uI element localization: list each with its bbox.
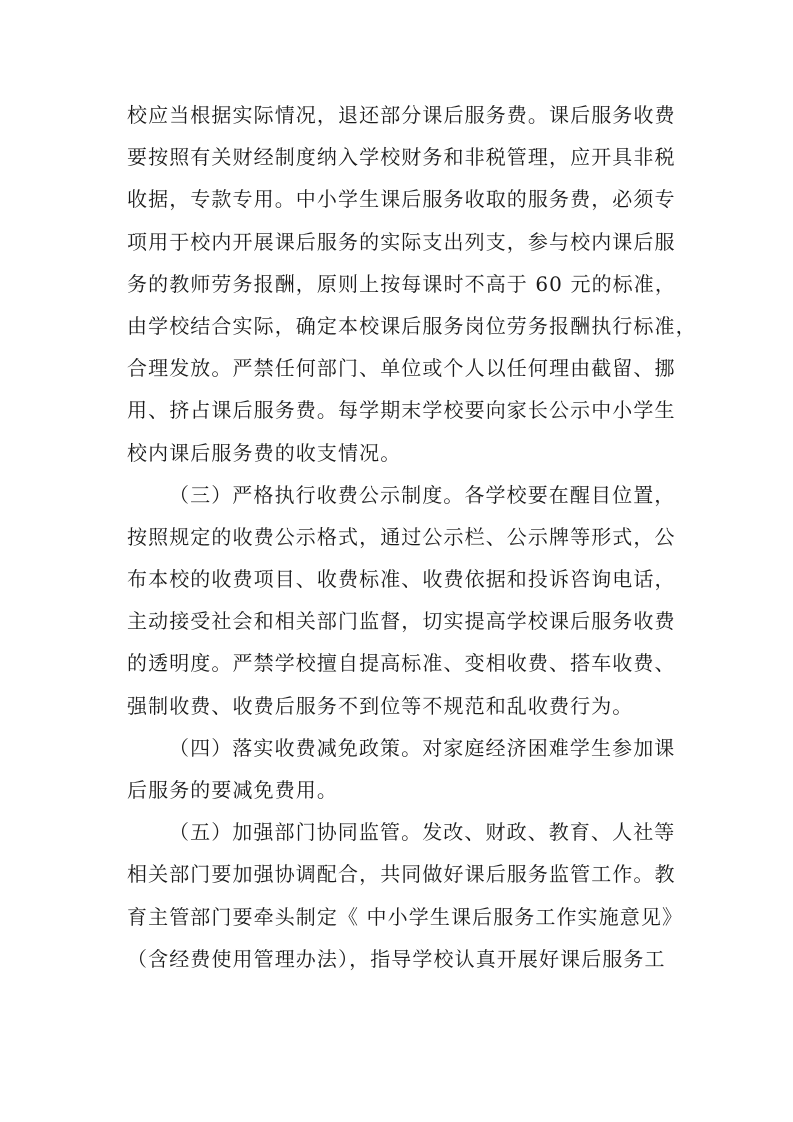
paragraph-heading-5: （五）加强部门协同监管。发改、财政、教育、人社等 — [169, 820, 676, 845]
text-line: 要按照有关财经制度纳入学校财务和非税管理，应开具非税 — [127, 145, 676, 170]
body-text — [127, 94, 697, 980]
paragraph-heading-3: （三）严格执行收费公示制度。各学校要在醒目位置， — [169, 482, 676, 507]
text-line: 由学校结合实际，确定本校课后服务岗位劳务报酬执行标准， — [127, 313, 697, 338]
text-line: （含经费使用管理办法），指导学校认真开展好课后服务工 — [127, 946, 666, 971]
text-line: 合理发放。严禁任何部门、单位或个人以任何理由截留、挪 — [127, 356, 676, 381]
text-line: 项用于校内开展课后服务的实际支出列支，参与校内课后服 — [127, 229, 676, 254]
text-line: 后服务的要减免费用。 — [127, 778, 338, 802]
text-line: 用、挤占课后服务费。每学期末学校要向家长公示中小学生 — [127, 398, 676, 423]
text-line: 布本校的收费项目、收费标准、收费依据和投诉咨询电话， — [127, 567, 676, 592]
text-line: 主动接受社会和相关部门监督，切实提高学校课后服务收费 — [127, 609, 676, 634]
text-line: 相关部门要加强协调配合，共同做好课后服务监管工作。教 — [127, 862, 676, 887]
text-line: 校内课后服务费的收支情况。 — [127, 440, 402, 465]
text-line: 按照规定的收费公示格式，通过公示栏、公示牌等形式，公 — [127, 524, 676, 549]
text-line: 校应当根据实际情况，退还部分课后服务费。课后服务收费 — [127, 103, 676, 127]
text-line: 收据，专款专用。中小学生课后服务收取的服务费，必须专 — [127, 187, 676, 212]
text-line: 的透明度。严禁学校擅自提高标准、变相收费、搭车收费、 — [127, 651, 676, 676]
text-line: 务的教师劳务报酬，原则上按每课时不高于 60 元的标准， — [127, 271, 676, 296]
paragraph-heading-4: （四）落实收费减免政策。对家庭经济困难学生参加课 — [169, 735, 676, 760]
text-line: 强制收费、收费后服务不到位等不规范和乱收费行为。 — [127, 693, 634, 718]
text-line: 育主管部门要牵头制定《 中小学生课后服务工作实施意见》 — [127, 904, 684, 929]
